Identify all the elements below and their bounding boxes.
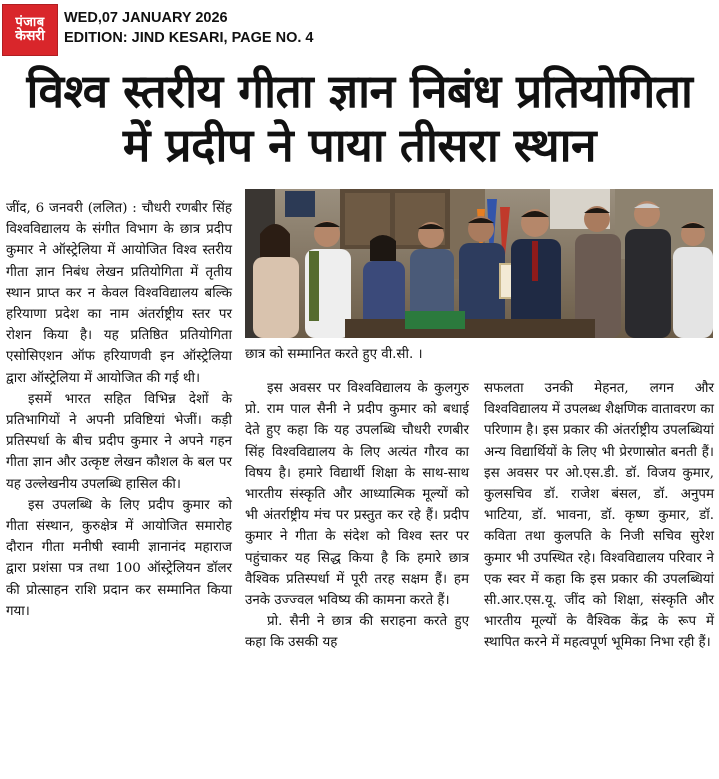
photo-caption: छात्र को सम्मानित करते हुए वी.सी. । (245, 347, 423, 362)
headline-line-2: में प्रदीप ने पाया तीसरा स्थान (122, 118, 597, 172)
paragraph: प्रो. सैनी ने छात्र की सराहना करते हुए कहा कि उसकी यह (245, 614, 469, 651)
paragraph: इस अवसर पर विश्वविद्यालय के कुलगुरु प्रो. राम पाल सैनी ने प्रदीप कुमार को बधाई देते हुए कहा कि यह उपलब्धि चौधरी रणबीर सिंह विश्वविद्यालय के लिए अत्यंत गौरव का विषय है। हमारे विद्यार्थी शिक्षा के साथ-साथ भारतीय संस्कृति और आध्यात्मिक मूल्यों को भी अंतर्राष्ट्रीय मंच पर प्रस्तुत कर रहे हैं। प्रदीप कुमार ने गीता के संदेश को विश्व स्तर पर पहुंचाकर यह सिद्ध किया है कि हमारे छात्र वैश्विक प्रतिस्पर्धा में पूरी तरह सक्षम हैं। हम उनके उज्ज्वल भविष्य की कामना करते हैं। (245, 381, 469, 609)
group-photo-illustration (245, 189, 713, 338)
article-column-2 (245, 378, 469, 654)
logo-line-2: केसरी (15, 28, 45, 45)
news-photo (245, 189, 713, 338)
article-column-3 (484, 378, 714, 654)
paragraph: इस उपलब्धि के लिए प्रदीप कुमार को गीता संस्थान, कुरुक्षेत्र में आयोजित समारोह दौरान गीता मनीषी स्वामी ज्ञानानंद महाराज द्वारा प्रशंसा पत्र तथा 100 ऑस्ट्रेलियन डॉलर की प्रोत्साहन राशि प्रदान कर सम्मानित किया गया। (6, 497, 232, 619)
edition-info: EDITION: JIND KESARI, PAGE NO. 4 (64, 30, 314, 46)
paragraph: जींद, 6 जनवरी (ललित) : चौधरी रणबीर सिंह विश्वविद्यालय के संगीत विभाग के छात्र प्रदीप कुमार ने ऑस्ट्रेलिया में आयोजित विश्व स्तरीय गीता ज्ञान निबंध लेखन प्रतियोगिता में तृतीय स्थान प्राप्त कर न केवल विश्वविद्यालय बल्कि हरियाणा प्रदेश का नाम अंतर्राष्ट्रीय स्तर पर रोशन किया है। यह प्रतिष्ठित प्रतियोगिता एसोसिएशन ऑफ हरियाणवी इन ऑस्ट्रेलिया द्वारा ऑस्ट्रेलिया में आयोजित की गई थी। (6, 201, 232, 386)
punjab-kesari-logo (2, 4, 58, 56)
logo-line-1: पंजाब (15, 14, 45, 30)
publication-date: WED,07 JANUARY 2026 (64, 10, 228, 26)
paragraph: सफलता उनकी मेहनत, लगन और विश्वविद्यालय में उपलब्ध शैक्षणिक वातावरण का परिणाम है। इस प्रकार की अंतर्राष्ट्रीय उपलब्धियां अन्य विद्यार्थियों के लिए भी प्रेरणास्रोत बनती हैं। इस अवसर पर ओ.एस.डी. डॉ. विजय कुमार, कुलसचिव डॉ. राजेश बंसल, डॉ. अनुपम भाटिया, डॉ. भावना, डॉ. कृष्ण कुमार, डॉ. कविता तथा कुलपति के निजी सचिव सुरेश कुमार भी उपस्थित रहे। विश्वविद्यालय परिवार ने एक स्वर में कहा कि इस प्रकार की उपलब्धियां सी.आर.एस.यू. जींद को शिक्षा, संस्कृति और भारतीय मूल्यों के वैश्विक केंद्र के रूप में स्थापित करने में महत्वपूर्ण भूमिका निभा रही हैं। (484, 381, 714, 651)
headline-line-1: विश्व स्तरीय गीता ज्ञान निबंध प्रतियोगिता (26, 64, 693, 118)
dateline (64, 8, 314, 48)
headline (0, 64, 719, 172)
article-column-1 (6, 198, 232, 622)
masthead (0, 0, 719, 60)
paragraph: इसमें भारत सहित विभिन्न देशों के प्रतिभागियों ने अपनी प्रविष्टियां भेजीं। कड़ी प्रतिस्पर्धा के बीच प्रदीप कुमार ने अपने गहन गीता ज्ञान और उत्कृष्ट लेखन कौशल के बल पर यह उल्लेखनीय उपलब्धि हासिल की। (6, 391, 232, 492)
